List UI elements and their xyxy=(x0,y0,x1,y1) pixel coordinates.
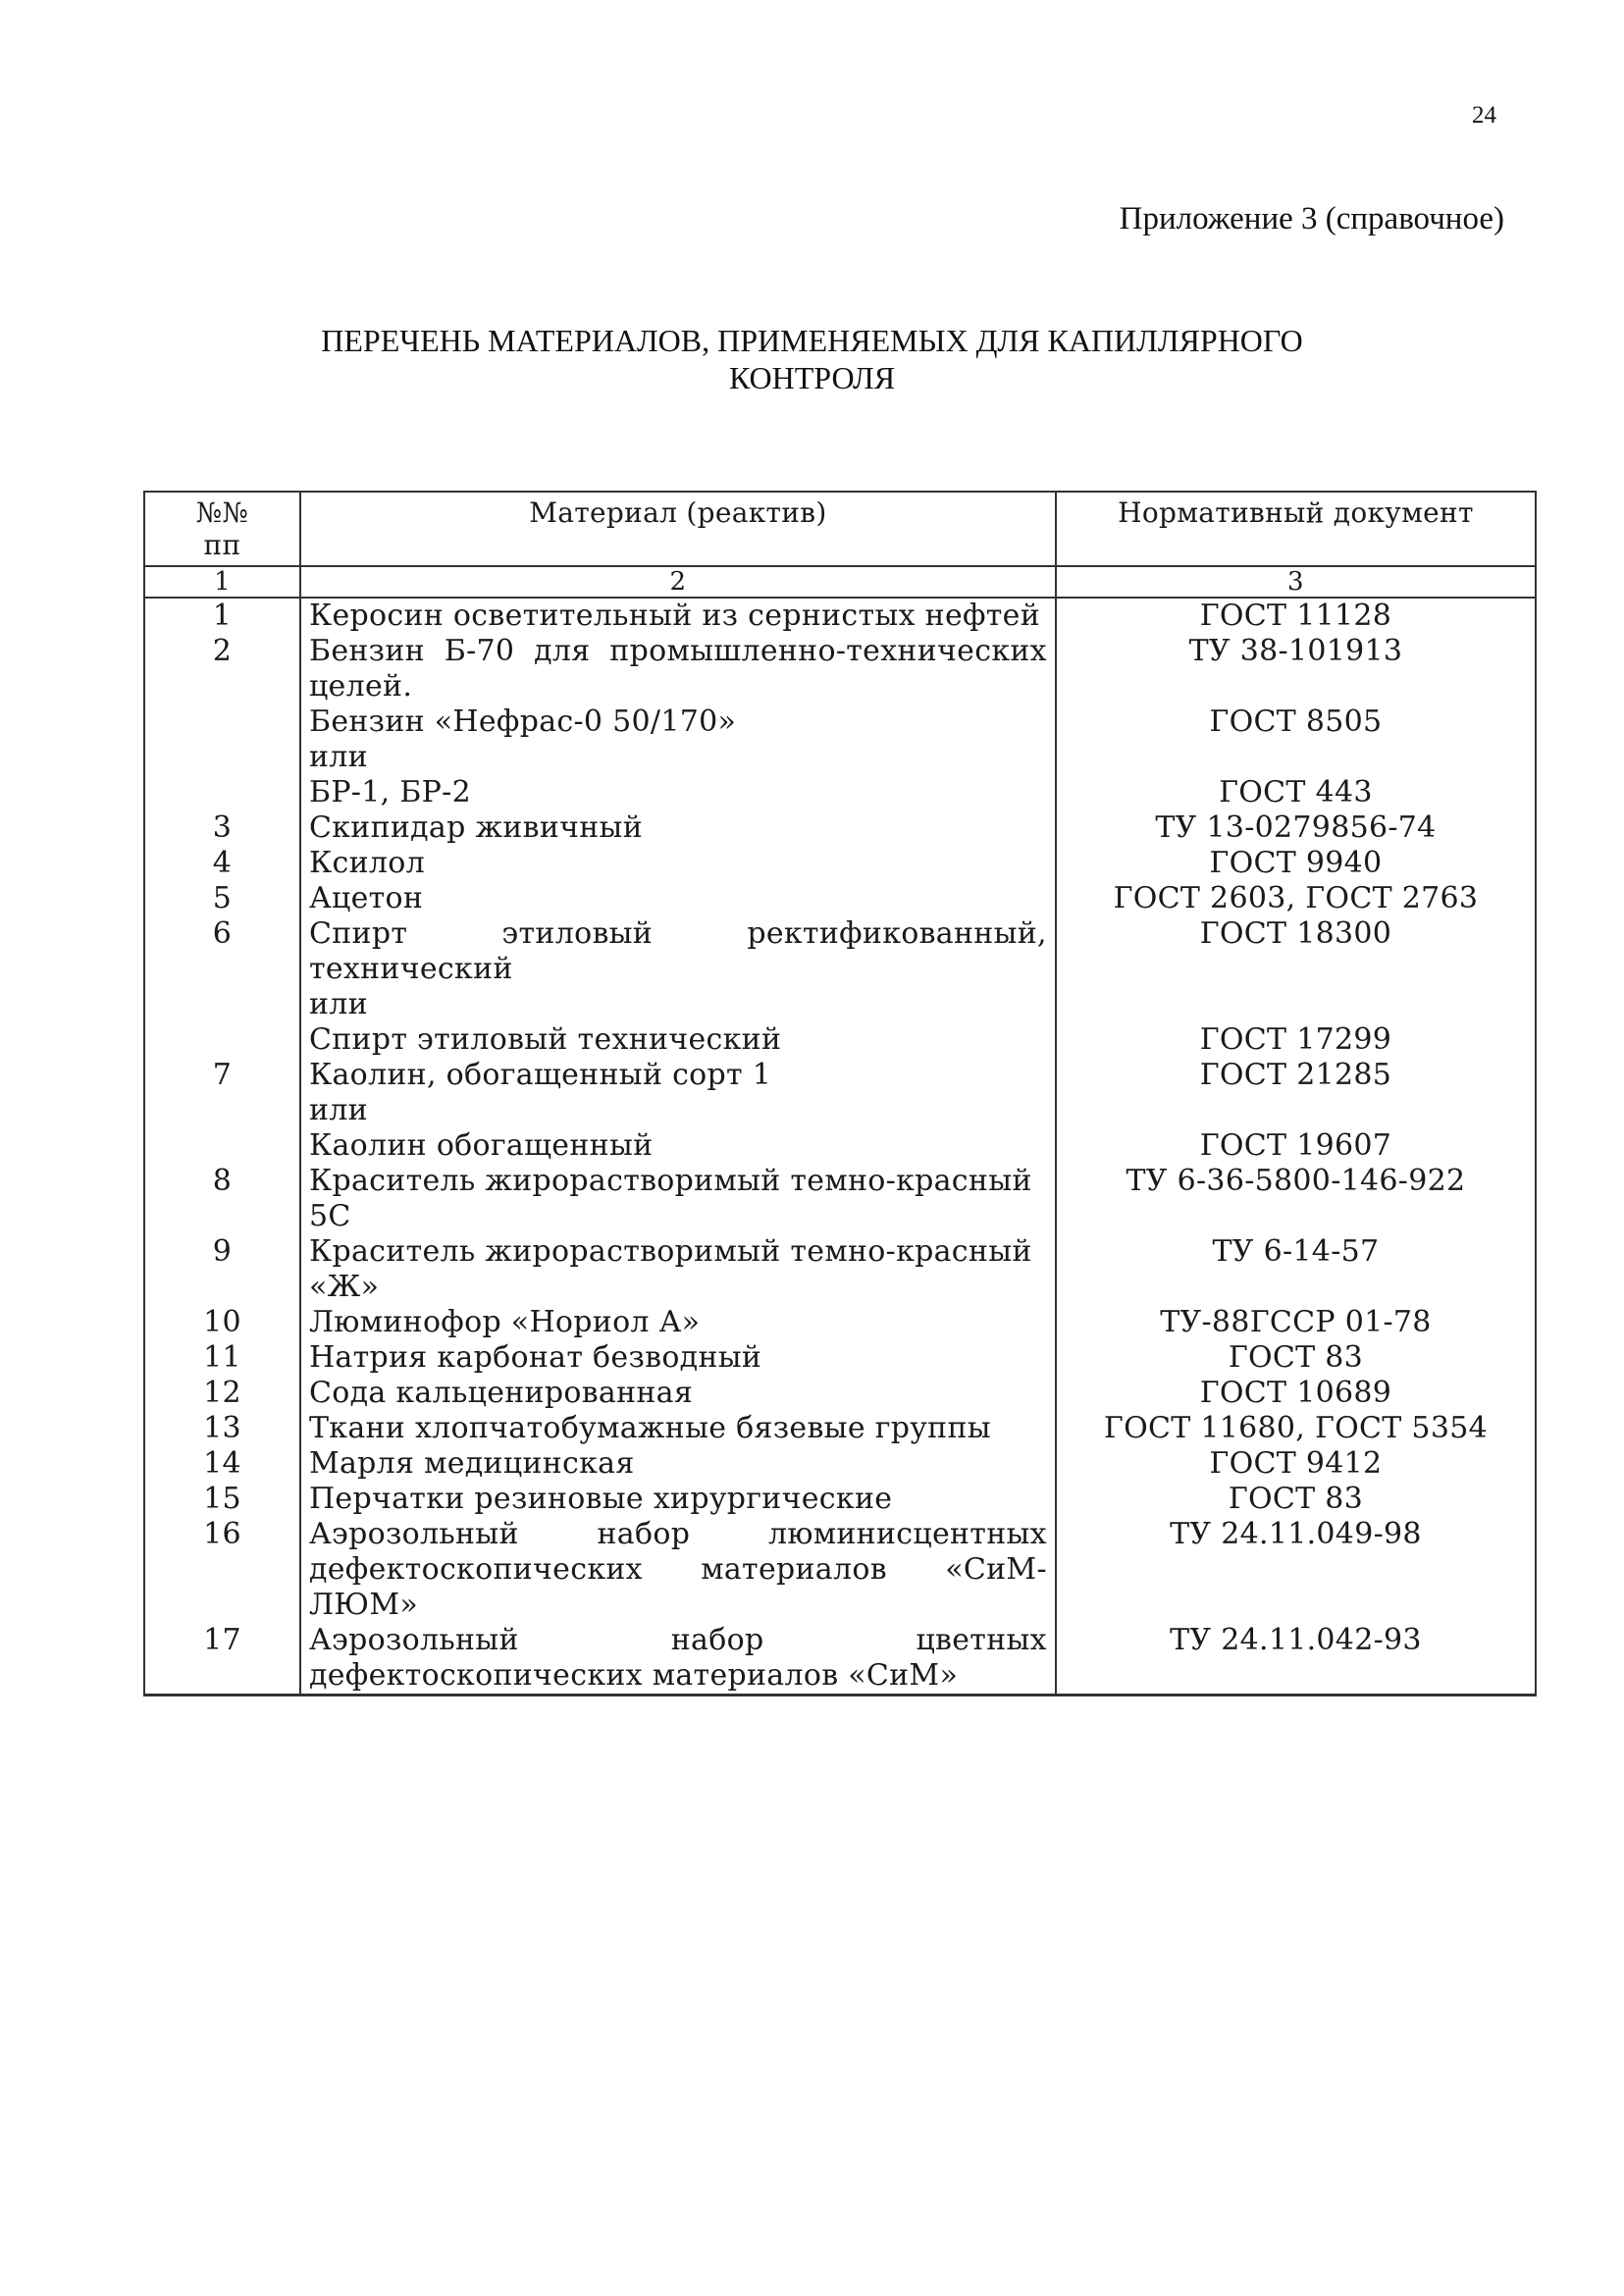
materials-table-container xyxy=(143,491,1537,1696)
row-material xyxy=(300,1517,1056,1623)
table-row xyxy=(144,598,1536,634)
material-line: Аэрозольный набор цветных xyxy=(308,1623,1047,1657)
table-row xyxy=(144,1446,1536,1482)
table-row xyxy=(144,1411,1536,1446)
table-row xyxy=(144,916,1536,1058)
page-number: 24 xyxy=(1472,102,1496,129)
document-line xyxy=(1065,740,1527,775)
row-material xyxy=(300,1234,1056,1305)
material-line: Перчатки резиновые хирургические xyxy=(308,1482,893,1516)
document-line xyxy=(1065,1270,1527,1305)
table-row xyxy=(144,1482,1536,1517)
row-number: 7 xyxy=(144,1058,300,1164)
material-line: Люминофор «Нориол А» xyxy=(308,1305,701,1339)
document-line: ГОСТ 8505 xyxy=(1209,704,1383,739)
table-row xyxy=(144,846,1536,881)
column-number-row xyxy=(144,566,1536,598)
row-number: 8 xyxy=(144,1164,300,1234)
row-material xyxy=(300,1340,1056,1376)
material-line: БР-1, БР-2 xyxy=(308,775,471,809)
material-line: Керосин осветительный из сернистых нефтей xyxy=(308,599,1041,633)
row-document xyxy=(1056,598,1536,634)
row-document xyxy=(1056,881,1536,916)
document-line: ТУ 24.11.042-93 xyxy=(1170,1623,1422,1657)
row-number: 11 xyxy=(144,1340,300,1376)
document-line xyxy=(1065,1588,1527,1623)
row-document xyxy=(1056,1623,1536,1696)
document-line: ГОСТ 2603, ГОСТ 2763 xyxy=(1113,881,1479,915)
document-line: ГОСТ 10689 xyxy=(1199,1376,1392,1410)
material-line: Спирт этиловый технический xyxy=(308,1022,782,1057)
document-line: ТУ 38-101913 xyxy=(1188,634,1403,668)
material-line: Бензин Б-70 для промышленно-технических xyxy=(308,634,1047,668)
row-document xyxy=(1056,1164,1536,1234)
header-document: Нормативный документ xyxy=(1056,492,1536,566)
document-line: ГОСТ 19607 xyxy=(1199,1128,1392,1163)
table-row xyxy=(144,1058,1536,1164)
row-document xyxy=(1056,1305,1536,1340)
table-row xyxy=(144,1164,1536,1234)
document-line xyxy=(1065,1658,1527,1694)
material-line: Скипидар живичный xyxy=(308,810,644,845)
table-row xyxy=(144,881,1536,916)
material-line: Бензин «Нефрас-0 50/170» xyxy=(308,704,737,739)
material-line: Сода кальценированная xyxy=(308,1376,694,1410)
document-line: ТУ 13-0279856-74 xyxy=(1155,810,1437,845)
row-document xyxy=(1056,634,1536,810)
document-line: ГОСТ 9412 xyxy=(1209,1446,1383,1481)
material-line: Марля медицинская xyxy=(308,1446,635,1481)
row-material xyxy=(300,1446,1056,1482)
row-material xyxy=(300,1305,1056,1340)
material-line: Ксилол xyxy=(308,846,425,880)
row-document xyxy=(1056,1482,1536,1517)
material-line: ЛЮМ» xyxy=(308,1588,419,1622)
document-line xyxy=(1065,1199,1527,1234)
row-number: 2 xyxy=(144,634,300,810)
material-line: технический xyxy=(308,952,513,986)
row-material xyxy=(300,598,1056,634)
material-line: дефектоскопических материалов «СиМ» xyxy=(308,1658,959,1693)
document-line xyxy=(1065,669,1527,704)
row-material xyxy=(300,1482,1056,1517)
table-row xyxy=(144,1623,1536,1696)
material-line: дефектоскопических материалов «СиМ- xyxy=(308,1552,1047,1587)
row-number: 17 xyxy=(144,1623,300,1696)
material-line: Спирт этиловый ректификованный, xyxy=(308,916,1047,951)
row-material xyxy=(300,846,1056,881)
row-number: 14 xyxy=(144,1446,300,1482)
row-document xyxy=(1056,1376,1536,1411)
document-line: ГОСТ 83 xyxy=(1228,1340,1364,1375)
row-number: 5 xyxy=(144,881,300,916)
row-number: 15 xyxy=(144,1482,300,1517)
row-material xyxy=(300,881,1056,916)
row-material xyxy=(300,1376,1056,1411)
row-number: 16 xyxy=(144,1517,300,1623)
row-document xyxy=(1056,810,1536,846)
document-line: ТУ 24.11.049-98 xyxy=(1170,1517,1422,1551)
document-line: ГОСТ 83 xyxy=(1228,1482,1364,1516)
document-line xyxy=(1065,987,1527,1022)
row-number: 6 xyxy=(144,916,300,1058)
table-row xyxy=(144,810,1536,846)
material-line: Каолин, обогащенный сорт 1 xyxy=(308,1058,772,1092)
material-line: 5С xyxy=(308,1199,351,1233)
table-row xyxy=(144,1517,1536,1623)
document-line xyxy=(1065,952,1527,987)
material-line: Краситель жирорастворимый темно-красный xyxy=(308,1164,1032,1198)
row-number: 12 xyxy=(144,1376,300,1411)
row-number: 1 xyxy=(144,598,300,634)
material-line: Ацетон xyxy=(308,881,424,915)
row-material xyxy=(300,810,1056,846)
header-number-line1: №№ xyxy=(195,496,249,529)
material-line: Аэрозольный набор люминисцентных xyxy=(308,1517,1047,1551)
row-material xyxy=(300,1164,1056,1234)
table-header-row xyxy=(144,492,1536,566)
document-line: ГОСТ 18300 xyxy=(1199,916,1392,951)
table-row xyxy=(144,634,1536,810)
document-line: ТУ-88ГССР 01-78 xyxy=(1160,1305,1432,1339)
row-document xyxy=(1056,1517,1536,1623)
table-row xyxy=(144,1305,1536,1340)
row-document xyxy=(1056,846,1536,881)
material-line: целей. xyxy=(308,669,413,704)
material-line: или xyxy=(308,1093,368,1127)
material-line: или xyxy=(308,740,368,774)
materials-table xyxy=(143,491,1537,1696)
row-material xyxy=(300,916,1056,1058)
document-line: ГОСТ 11680, ГОСТ 5354 xyxy=(1103,1411,1488,1445)
row-document xyxy=(1056,1411,1536,1446)
document-line xyxy=(1065,1093,1527,1128)
column-number: 2 xyxy=(300,566,1056,598)
material-line: Ткани хлопчатобумажные бязевые группы xyxy=(308,1411,991,1445)
row-number: 3 xyxy=(144,810,300,846)
material-line: Натрия карбонат безводный xyxy=(308,1340,762,1375)
header-number-line2: пп xyxy=(203,529,241,561)
table-row xyxy=(144,1340,1536,1376)
row-material xyxy=(300,1058,1056,1164)
table-body xyxy=(144,598,1536,1696)
column-number: 3 xyxy=(1056,566,1536,598)
document-title xyxy=(0,322,1624,396)
row-number: 9 xyxy=(144,1234,300,1305)
material-line: или xyxy=(308,987,368,1021)
row-document xyxy=(1056,1058,1536,1164)
row-document xyxy=(1056,1234,1536,1305)
document-line: ТУ 6-14-57 xyxy=(1212,1234,1380,1269)
document-line: ГОСТ 17299 xyxy=(1199,1022,1392,1057)
header-number xyxy=(144,492,300,566)
document-line: ГОСТ 9940 xyxy=(1209,846,1383,880)
material-line: Краситель жирорастворимый темно-красный xyxy=(308,1234,1032,1269)
row-material xyxy=(300,634,1056,810)
row-material xyxy=(300,1411,1056,1446)
row-number: 4 xyxy=(144,846,300,881)
row-document xyxy=(1056,916,1536,1058)
title-line: ПЕРЕЧЕНЬ МАТЕРИАЛОВ, ПРИМЕНЯЕМЫХ ДЛЯ КАПИЛЛЯРНОГО xyxy=(321,323,1303,358)
row-material xyxy=(300,1623,1056,1696)
document-line xyxy=(1065,1552,1527,1588)
column-number: 1 xyxy=(144,566,300,598)
material-line: «Ж» xyxy=(308,1270,380,1304)
title-line: КОНТРОЛЯ xyxy=(728,360,896,395)
appendix-label: Приложение 3 (справочное) xyxy=(1119,201,1504,236)
table-row xyxy=(144,1234,1536,1305)
document-line: ТУ 6-36-5800-146-922 xyxy=(1126,1164,1466,1198)
table-row xyxy=(144,1376,1536,1411)
document-line: ГОСТ 443 xyxy=(1219,775,1373,809)
row-number: 13 xyxy=(144,1411,300,1446)
row-document xyxy=(1056,1340,1536,1376)
document-line: ГОСТ 21285 xyxy=(1199,1058,1392,1092)
row-document xyxy=(1056,1446,1536,1482)
document-line: ГОСТ 11128 xyxy=(1199,599,1392,633)
row-number: 10 xyxy=(144,1305,300,1340)
header-material: Материал (реактив) xyxy=(300,492,1056,566)
material-line: Каолин обогащенный xyxy=(308,1128,654,1163)
